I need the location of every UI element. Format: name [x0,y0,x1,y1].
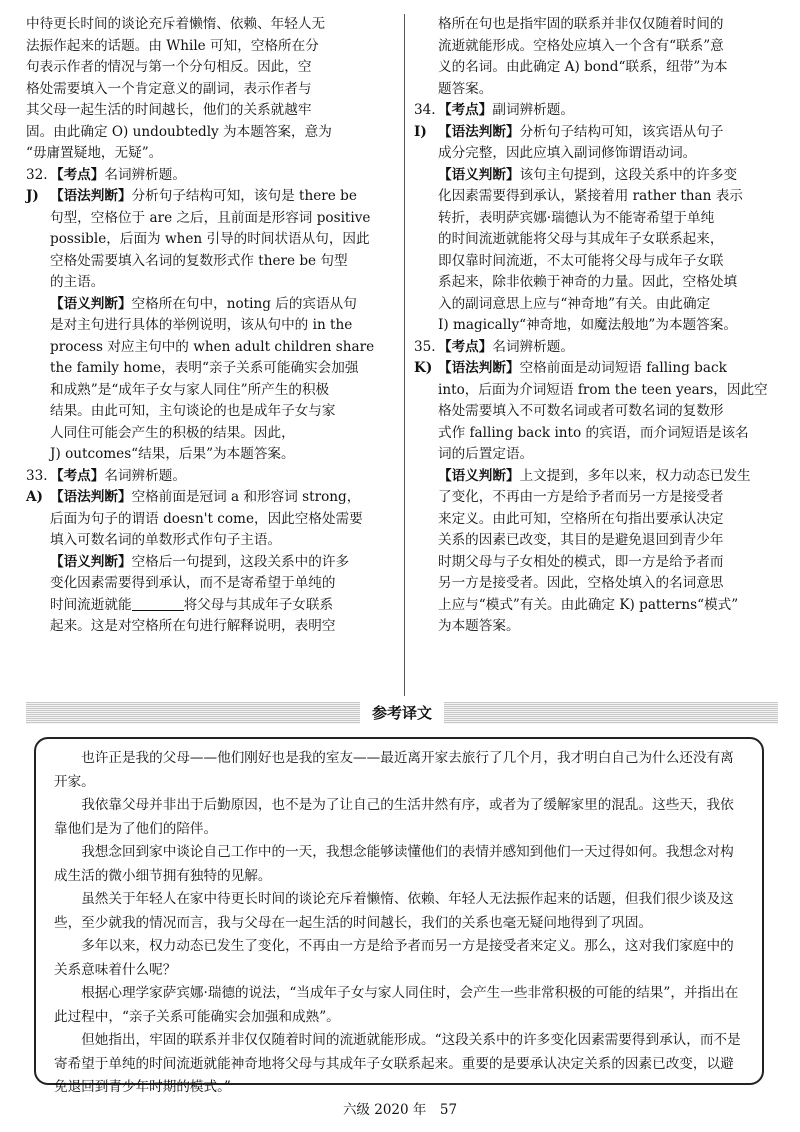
q34-grammar: I) 【语法判断】分析句子结构可知，该宾语从句子 成分完整，因此应填入副词修饰谓语动词。 [414,123,724,161]
fill-in-blank [132,596,184,611]
column-divider [404,14,405,696]
question-35 [414,337,778,638]
answer-letter: K) [414,360,433,376]
q32-kaodian: 32. 【考点】名词辨析题。 [26,166,186,183]
right-column [414,14,778,638]
answer-letter: I) [414,123,427,140]
translation-paragraph: 多年以来，权力动态已发生了变化，不再由一方是给予者而另一方是接受者来定义。那么，这对我们家庭中的关系意味着什么呢？ [54,938,734,978]
q34-meaning: 【语义判断】该句主句提到，这段关系中的许多变 化因素需要得到承认，紧接着用 rather than 表示 转折，表明萨宾娜·瑞德认为不能寄希望于单纯 的时间流逝就能将父母与其成年子女联系起来， 即仅靠时间流逝，不太可能将父母与成年子女联 系起来，除非依赖于神奇的力量。因此，空格处填 入的副词意思上应与“神奇地”有关。由此确定 I) magically“神奇地，如魔法般地”为本题答案。 [438,166,743,333]
q35-grammar: K) 【语法判断】空格前面是动词短语 falling back into，后面为介词短语 from the teen years，因此空 格处需要填入不可数名词或者可数名词的复数形 式作 falling back into 的宾语，而介词短语是该名 词的后置定语。 [414,360,768,462]
q35-kaodian: 35. 【考点】名词辨析题。 [414,338,574,355]
translation-paragraph: 虽然关于年轻人在家中待更长时间的谈论充斥着懒惰、依赖、年轻人无法振作起来的话题，但我们很少谈及这些，至少就我的情况而言，我与父母在一起生活的时间越长，我们的关系也毫无疑问地得到了巩固。 [54,891,734,931]
question-32 [26,165,394,466]
q33-kaodian: 33. 【考点】名词辨析题。 [26,467,186,484]
translation-paragraph: 我想念回到家中谈论自己工作中的一天，我想念能够读懂他们的表情并感知到他们一天过得如何。我想念对构成生活的微小细节拥有独特的见解。 [54,844,734,884]
translation-paragraph: 也许正是我的父母——他们刚好也是我的室友——最近离开家去旅行了几个月，我才明白自己为什么还没有离开家。 [54,750,734,790]
translation-paragraph: 根据心理学家萨宾娜·瑞德的说法，“当成年子女与家人同住时，会产生一些非常积极的可能的结果”，并指出在此过程中，“亲子关系可能确实会加强和成熟”。 [54,985,739,1025]
translation-box [34,737,764,1095]
translation-title: 参考译文 [360,702,444,724]
answer-letter: J) [26,188,39,204]
question-33 [26,466,394,638]
q33-continued: 格所在句也是指牢固的联系并非仅仅随着时间的 流逝就能形成。空格处应填入一个含有“联系”意 义的名词。由此确定 A) bond“联系，纽带”为本 题答案。 [438,16,728,97]
q33-grammar: A) 【语法判断】空格前面是冠词 a 和形容词 strong， 后面为句子的谓语 doesn't come，因此空格处需要 填入可数名词的单数形式作句子主语。 [26,489,363,548]
q32-meaning: 【语义判断】空格所在句中，noting 后的宾语从句 是对主句进行具体的举例说明，该从句中的 in the process 对应主句中的 when adult children share the family home，表明“亲子关系可能确实会加强 和成熟”是“成年子女与家人同住”所产生的积极 结果。由此可知，主句谈论的也是成年子女与家 人同住可能会产生的积极的结果。因此， J) outcomes“结果，后果”为本题答案。 [50,295,375,462]
translation-paragraph: 但她指出，牢固的联系并非仅仅随着时间的流逝就能形成。“这段关系中的许多变化因素需要得到承认，而不是寄希望于单纯的时间流逝就能神奇地将父母与其成年子女联系起来。重要的是要承认决定关系的因素已改变，以避免退回到青少年时期的模式。” [54,1032,741,1095]
answer-letter: A) [26,489,43,505]
intro-text: 中待更长时间的谈论充斥着懒惰、依赖、年轻人无 法振作起来的话题。由 While 可知，空格所在分 句表示作者的情况与第一个分句相反。因此，空 格处需要填入一个肯定意义的副词，表示作者与 其父母一起生活的时间越长，他们的关系就越牢 固。由此确定 O) undoubtedly 为本题答案，意为 “毋庸置疑地，无疑”。 [26,16,332,161]
q33-meaning: 【语义判断】空格后一句提到，这段关系中的许多 变化因素需要得到承认，而不是寄希望于单纯的 时间流逝就能 将父母与其成年子女联系 起来。这是对空格所在句进行解释说明，表明空 [50,553,350,634]
translation-paragraph: 我依靠父母并非出于后勤原因，也不是为了让自己的生活井然有序，或者为了缓解家里的混乱。这些天，我依靠他们是为了他们的陪伴。 [54,797,734,837]
page-footer: 六级 2020 年 57 [342,1102,458,1118]
q32-grammar: J) 【语法判断】分析句子结构可知，该句是 there be 句型，空格位于 are 之后，且前面是形容词 positive possible，后面为 when 引导的时间状语从句，因此 空格处需要填入名词的复数形式作 there be 句型 的主语。 [26,188,371,290]
translation-section-header [26,702,778,724]
question-34 [414,100,778,337]
q35-meaning: 【语义判断】上文提到，多年以来，权力动态已发生 了变化，不再由一方是给予者而另一方是接受者 来定义。由此可知，空格所在句指出要承认决定 关系的因素已改变，其目的是避免退回到青少年 时期父母与子女相处的模式，即一方是给予者而 另一方是接受者。因此，空格处填入的名词意思 上应与“模式”有关。由此确定 K) patterns“模式” 为本题答案。 [438,467,751,634]
q34-kaodian: 34. 【考点】副词辨析题。 [414,102,574,118]
left-column [26,14,394,638]
